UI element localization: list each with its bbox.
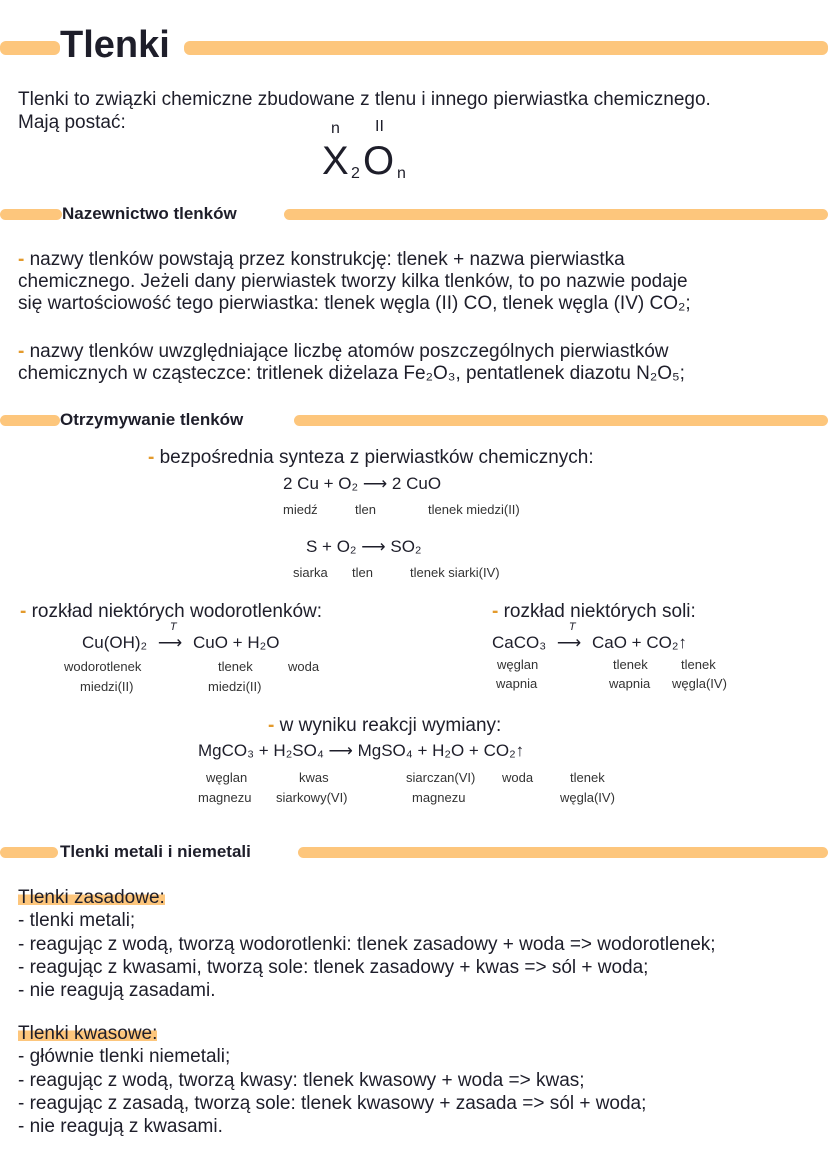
eq-label: magnezu bbox=[198, 790, 252, 805]
eq-label: tlen bbox=[352, 565, 373, 580]
synteza-equation-2: S + O₂ ⟶ SO₂ bbox=[306, 537, 422, 556]
bullet-dash: - bbox=[18, 249, 30, 270]
eq-label: węglan bbox=[206, 770, 248, 785]
kwasowe-title: Tlenki kwasowe: bbox=[18, 1023, 158, 1044]
formula-x-valence: n bbox=[331, 120, 340, 137]
list-item: - głównie tlenki niemetali; bbox=[18, 1046, 231, 1068]
section-bar-left bbox=[0, 209, 62, 220]
eq-label: węgla(IV) bbox=[560, 790, 615, 805]
wymiana-label: - w wyniku reakcji wymiany: bbox=[268, 715, 502, 736]
eq-label: tlenek bbox=[570, 770, 605, 785]
eq-label: miedzi(II) bbox=[80, 679, 134, 694]
zasadowe-title: Tlenki zasadowe: bbox=[18, 887, 165, 908]
list-item: - reagując z zasadą, tworzą sole: tlenek kwasowy + zasada => sól + woda; bbox=[18, 1092, 647, 1114]
eq-label: miedź bbox=[283, 502, 318, 517]
section-bar-left bbox=[0, 415, 60, 426]
section-bar-left bbox=[0, 847, 58, 858]
nazewnictwo-paragraph-2: - nazwy tlenków uwzględniające liczbę atomów poszczególnych pierwiastków chemicznych w cząsteczce: tritlenek diżelaza Fe₂O₃, pentatlenek diazotu N₂O₅; bbox=[18, 341, 685, 384]
formula-o-sub: n bbox=[397, 165, 406, 182]
kwasowe-block bbox=[18, 1022, 646, 1138]
eq-label: magnezu bbox=[412, 790, 466, 805]
bullet-dash: - bbox=[18, 341, 30, 362]
eq-label: siarczan(VI) bbox=[406, 770, 476, 785]
eq-label: siarka bbox=[293, 565, 328, 580]
intro-line1: Tlenki to związki chemiczne zbudowane z tlenu i innego pierwiastka chemicznego. bbox=[18, 89, 711, 110]
formula-o: O bbox=[363, 139, 395, 183]
sole-label: - rozkład niektórych soli: bbox=[492, 601, 696, 622]
list-item: - nie reagują z kwasami. bbox=[18, 1116, 223, 1138]
formula-x: X bbox=[322, 139, 349, 183]
section-bar-right bbox=[284, 209, 828, 220]
list-item: - reagując z wodą, tworzą wodorotlenki: tlenek zasadowy + woda => wodorotlenek; bbox=[18, 933, 716, 955]
eq-label: wapnia bbox=[496, 676, 538, 691]
eq-label: woda bbox=[288, 659, 320, 674]
section-bar-right bbox=[298, 847, 828, 858]
title-bar-left bbox=[0, 41, 60, 55]
eq-label: tlenek bbox=[613, 657, 648, 672]
page-title: Tlenki bbox=[60, 24, 170, 66]
heat-arrow: T ⟶ bbox=[556, 621, 582, 652]
eq-label: tlenek siarki(IV) bbox=[410, 565, 500, 580]
list-item: - tlenki metali; bbox=[18, 910, 136, 932]
zasadowe-block bbox=[18, 886, 716, 1002]
eq-label: wapnia bbox=[609, 676, 651, 691]
eq-label: woda bbox=[502, 770, 534, 785]
wodorotlenki-label: - rozkład niektórych wodorotlenków: bbox=[20, 601, 323, 622]
formula-x-sub: 2 bbox=[351, 165, 360, 182]
section-heading-nazewnictwo: Nazewnictwo tlenków bbox=[62, 204, 237, 223]
eq-label: siarkowy(VI) bbox=[276, 790, 348, 805]
eq-label: wodorotlenek bbox=[64, 659, 142, 674]
list-item: - nie reagują zasadami. bbox=[18, 980, 216, 1002]
wodorotlenki-equation: Cu(OH)₂ T ⟶ CuO + H₂O bbox=[82, 621, 280, 652]
eq-label: węgla(IV) bbox=[672, 676, 727, 691]
eq-label: tlen bbox=[355, 502, 376, 517]
eq-label: kwas bbox=[299, 770, 329, 785]
nazewnictwo-paragraph-1: - nazwy tlenków powstają przez konstrukcję: tlenek + nazwa pierwiastka chemicznego. Jeżeli dany pierwiastek tworzy kilka tlenków, to po nazwie podaje się wartościowość tego pierwiastka: tlenek węgla (II) CO, tlenek węgla (IV) CO₂; bbox=[18, 249, 691, 314]
formula-o-valence: II bbox=[375, 118, 384, 135]
synteza-label: - bezpośrednia synteza z pierwiastków chemicznych: bbox=[148, 447, 594, 468]
eq-label: miedzi(II) bbox=[208, 679, 262, 694]
list-item: - reagując z kwasami, tworzą sole: tlenek zasadowy + kwas => sól + woda; bbox=[18, 956, 649, 978]
eq-label: tlenek miedzi(II) bbox=[428, 502, 520, 517]
section-bar-right bbox=[294, 415, 828, 426]
wymiana-equation: MgCO₃ + H₂SO₄ ⟶ MgSO₄ + H₂O + CO₂↑ bbox=[198, 741, 525, 760]
section-heading-otrzymywanie: Otrzymywanie tlenków bbox=[60, 410, 244, 429]
title-bar-right bbox=[184, 41, 828, 55]
synteza-equation-1: 2 Cu + O₂ ⟶ 2 CuO bbox=[283, 474, 442, 493]
intro-line2: Mają postać: bbox=[18, 112, 126, 133]
heat-arrow: T ⟶ bbox=[157, 621, 183, 652]
eq-label: tlenek bbox=[681, 657, 716, 672]
sole-equation: CaCO₃ T ⟶ CaO + CO₂↑ bbox=[492, 621, 687, 652]
eq-label: węglan bbox=[497, 657, 539, 672]
section-heading-metale: Tlenki metali i niemetali bbox=[60, 842, 251, 861]
eq-label: tlenek bbox=[218, 659, 253, 674]
list-item: - reagując z wodą, tworzą kwasy: tlenek kwasowy + woda => kwas; bbox=[18, 1069, 585, 1091]
